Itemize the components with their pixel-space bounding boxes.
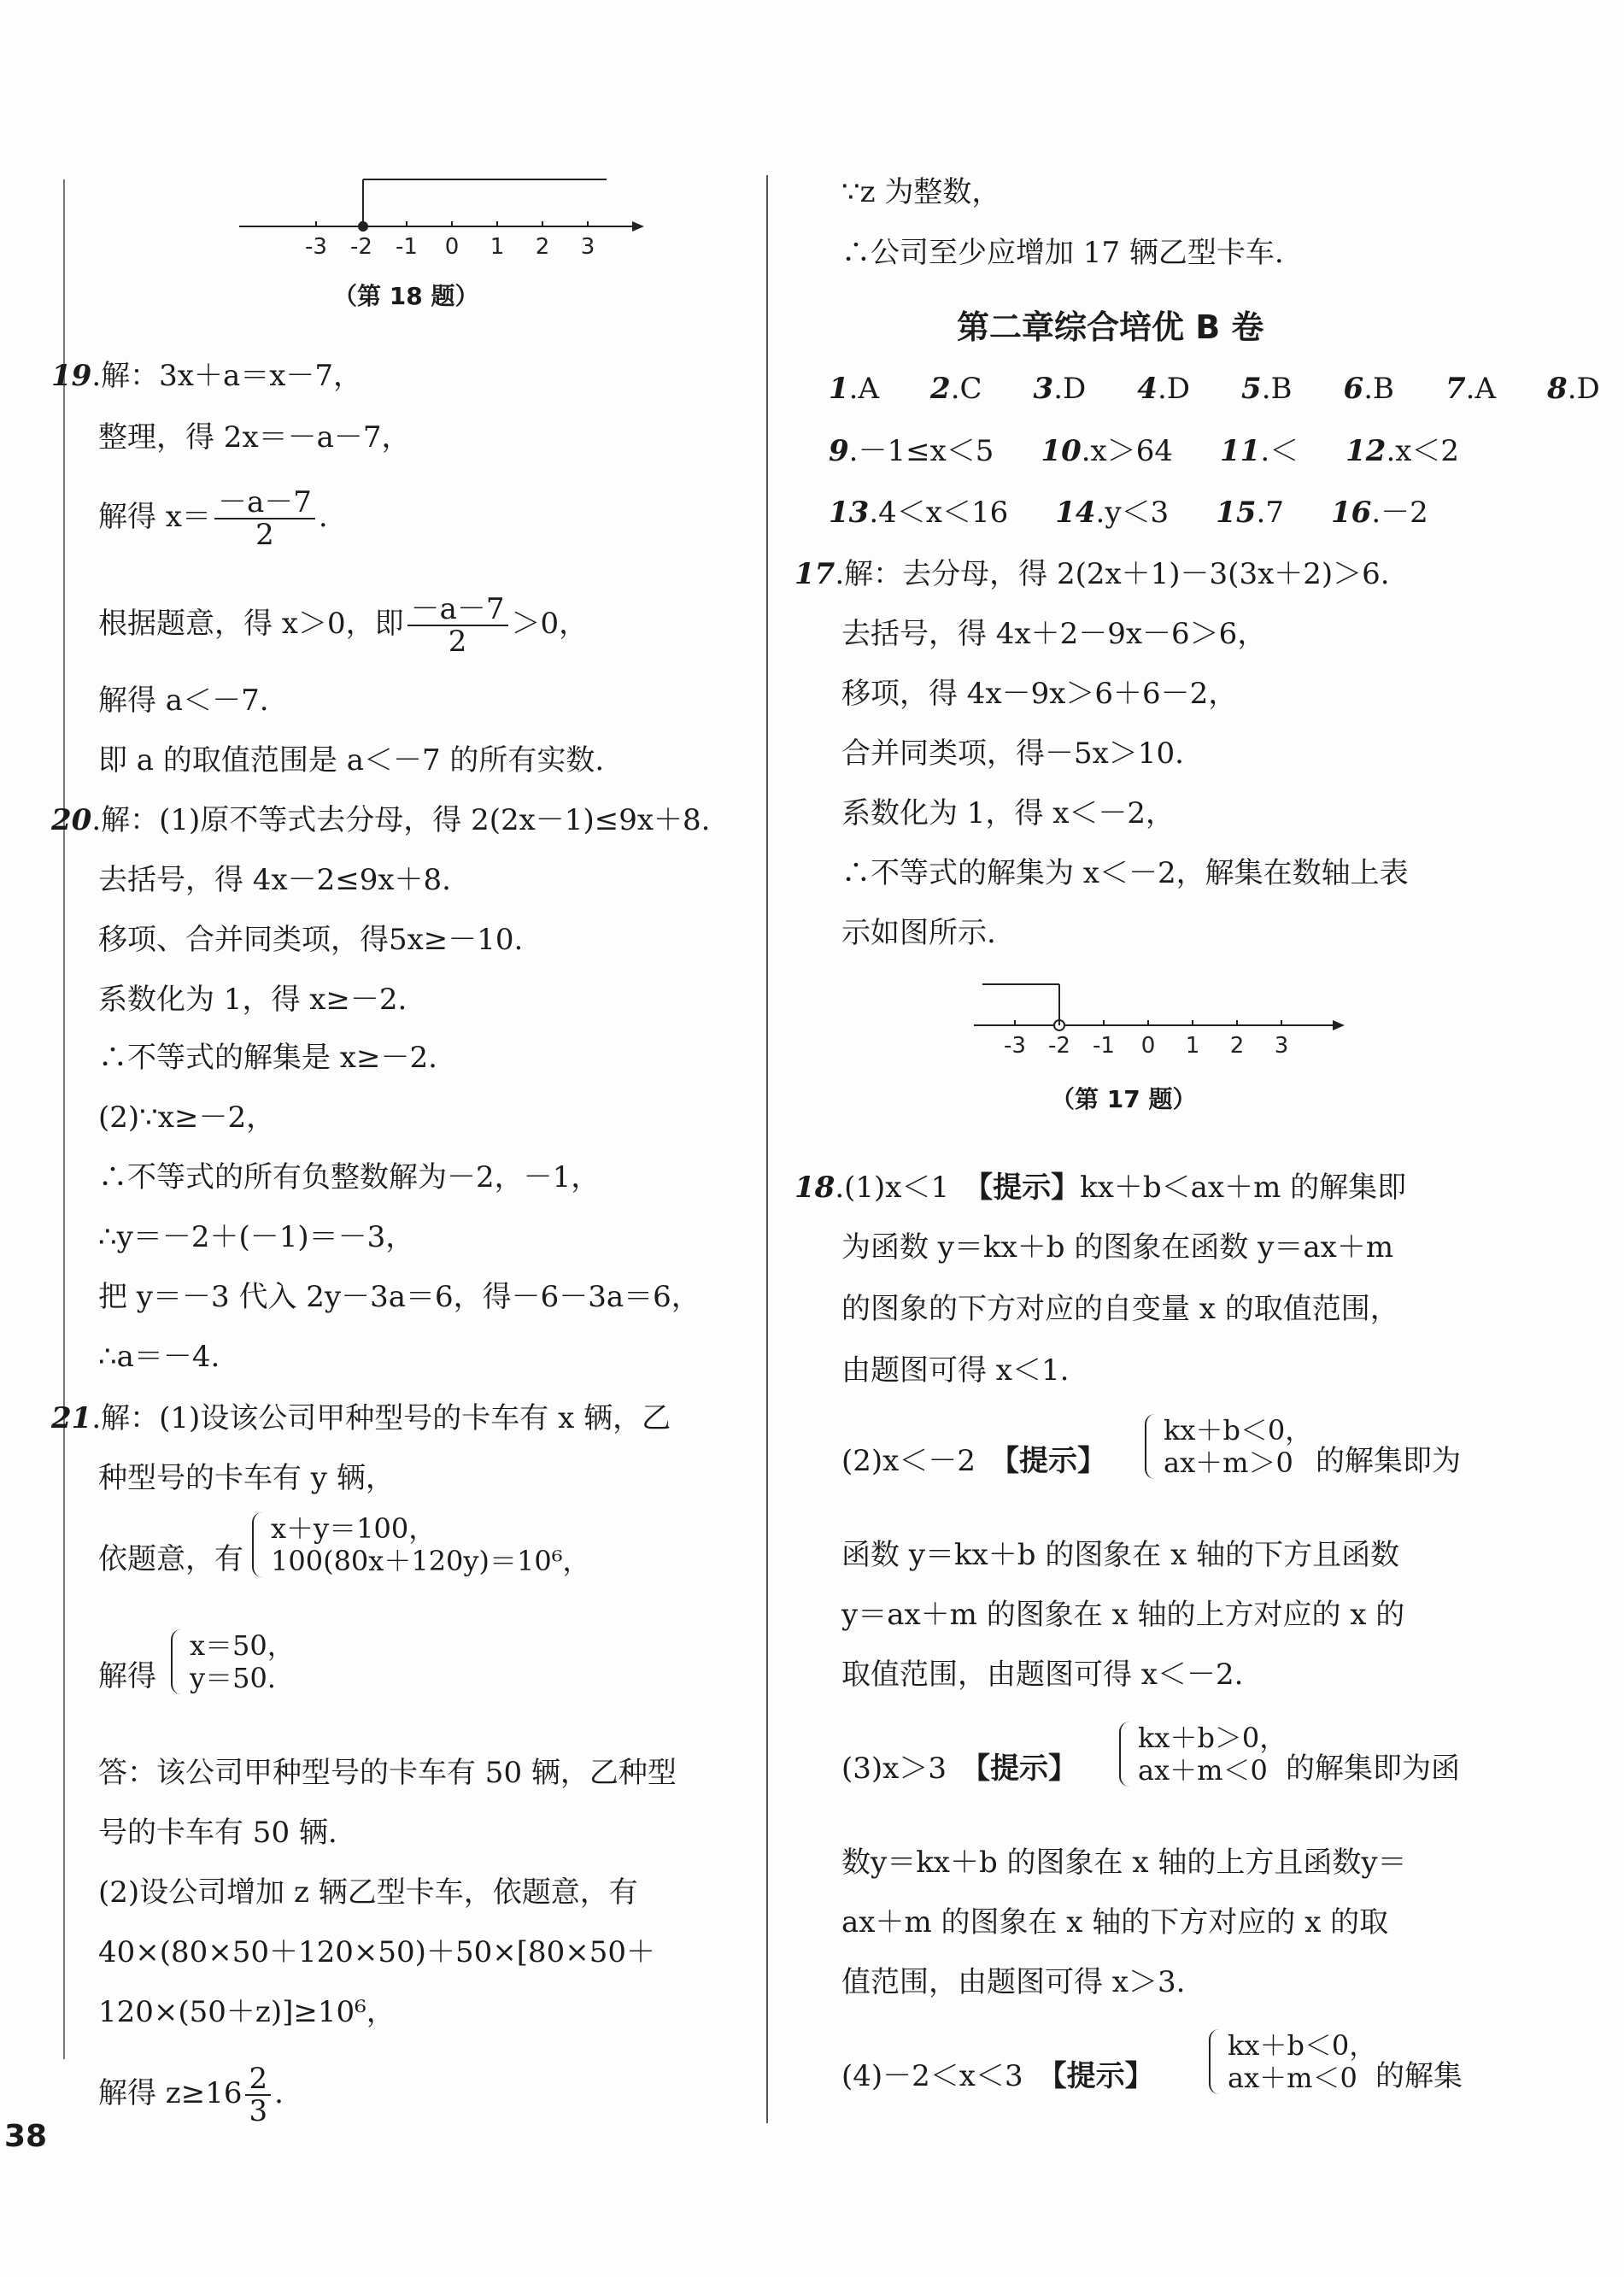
q21-line-3: 依题意，有 bbox=[98, 1542, 243, 1576]
tick-label: -3 bbox=[305, 234, 327, 260]
answer-item: 1.A bbox=[829, 372, 880, 406]
q18-number: 18 bbox=[794, 1171, 835, 1205]
q18-part3-line-4: 值范围，由题图可得 x＞3. bbox=[841, 1965, 1186, 1999]
number-line-17 bbox=[974, 974, 1367, 1068]
left-margin-rule bbox=[63, 179, 65, 2059]
answer-item: 10.x＞64 bbox=[1041, 434, 1173, 468]
answer-item: 8.D bbox=[1547, 372, 1600, 406]
column-divider bbox=[766, 175, 768, 2123]
q20-line-5: ∴不等式的解集是 x≥－2. bbox=[98, 1041, 437, 1075]
answer-item: 6.B bbox=[1343, 372, 1394, 406]
q18-line-2: 为函数 y＝kx＋b 的图象在函数 y＝ax＋m bbox=[841, 1230, 1394, 1265]
q18-line-3: 的图象的下方对应的自变量 x 的取值范围， bbox=[841, 1292, 1399, 1326]
answer-item: 12.x＜2 bbox=[1346, 434, 1460, 468]
q20-line-3: 移项、合并同类项，得5x≥－10. bbox=[98, 923, 524, 957]
q18-part2-line-3: y＝ax＋m 的图象在 x 轴的上方对应的 x 的 bbox=[841, 1598, 1405, 1632]
tick-label: -1 bbox=[1093, 1033, 1115, 1059]
q19-text: .解：3x＋a＝x－7， bbox=[91, 359, 363, 393]
hint-label: 【提示】 bbox=[978, 1171, 1081, 1205]
q17-line-7: 示如图所示. bbox=[841, 916, 996, 950]
tick-label: 2 bbox=[1229, 1033, 1245, 1059]
q20-line-2: 去括号，得 4x－2≤9x＋8. bbox=[98, 863, 451, 897]
tick-label: 3 bbox=[1274, 1033, 1289, 1059]
q20-line-9: 把 y＝－3 代入 2y－3a＝6，得－6－3a＝6， bbox=[98, 1280, 701, 1314]
answer-item: 13.4＜x＜16 bbox=[829, 496, 1009, 530]
figure-18-caption: （第 18 题） bbox=[333, 282, 479, 310]
number-line-18 bbox=[231, 171, 658, 265]
q18-part4-end: 的解集 bbox=[1375, 2059, 1463, 2093]
figure-17-caption: （第 17 题） bbox=[1051, 1085, 1197, 1113]
q17-line-2: 去括号，得 4x＋2－9x－6＞6， bbox=[841, 617, 1267, 651]
tick-label: 3 bbox=[580, 234, 595, 260]
q21-line-8: 40×(80×50＋120×50)＋50×[80×50＋ bbox=[98, 1935, 655, 1969]
q18-part3-end: 的解集即为函 bbox=[1286, 1752, 1460, 1786]
q19-line-6: 即 a 的取值范围是 a＜－7 的所有实数. bbox=[98, 743, 605, 778]
tick-label: 0 bbox=[444, 234, 460, 260]
q21-line-2: 种型号的卡车有 y 辆， bbox=[98, 1461, 395, 1495]
q18-part2: (2)x＜－2 【提示】 bbox=[841, 1444, 1106, 1478]
tick-label: -1 bbox=[396, 234, 418, 260]
q20-number: 20 bbox=[51, 803, 92, 837]
q19-line-3: 解得 x＝ $\frac{-a-7}{2}$ . bbox=[98, 485, 328, 552]
answers-row-3 bbox=[794, 496, 1428, 530]
q18-part2-line-2: 函数 y＝kx＋b 的图象在 x 轴的下方且函数 bbox=[841, 1538, 1400, 1572]
section-title: 第二章综合培优 B 卷 bbox=[957, 308, 1264, 346]
q17-line-3: 移项，得 4x－9x＞6＋6－2， bbox=[841, 677, 1238, 711]
tick-label: 1 bbox=[490, 234, 505, 260]
tick-label: -2 bbox=[350, 234, 372, 260]
answer-item: 3.D bbox=[1033, 372, 1087, 406]
q21-cont-line-1: ∵z 为整数， bbox=[841, 175, 1001, 209]
q21-cont-line-2: ∴公司至少应增加 17 辆乙型卡车. bbox=[841, 236, 1284, 270]
q21-line-9: 120×(50＋z)]≥10⁶， bbox=[98, 1995, 396, 2029]
answer-item: 16.－2 bbox=[1330, 496, 1428, 530]
tick-label: -2 bbox=[1048, 1033, 1070, 1059]
answer-item: 11.＜ bbox=[1219, 434, 1299, 468]
tick-label: -3 bbox=[1004, 1033, 1026, 1059]
q17-number: 17 bbox=[794, 557, 835, 591]
q20-line-1: 20.解：(1)原不等式去分母，得 2(2x－1)≤9x＋8. bbox=[51, 803, 711, 837]
q17-line-5: 系数化为 1，得 x＜－2， bbox=[841, 796, 1175, 830]
q21-line-10: 解得 z≥16 $\frac{2}{3}$ . bbox=[98, 2062, 284, 2128]
answer-item: 14.y＜3 bbox=[1055, 496, 1170, 530]
q18-part3: (3)x＞3 【提示】 bbox=[841, 1752, 1077, 1786]
q18-part4: (4)－2＜x＜3 【提示】 bbox=[841, 2059, 1154, 2093]
answers-row-2 bbox=[794, 434, 1459, 468]
tick-label: 1 bbox=[1185, 1033, 1200, 1059]
q17-line-1: 17.解：去分母，得 2(2x＋1)－3(3x＋2)＞6. bbox=[794, 557, 1390, 591]
q19-line-1 bbox=[51, 359, 362, 393]
answer-item: 2.C bbox=[930, 372, 982, 406]
tick-label: 2 bbox=[535, 234, 550, 260]
q19-number: 19 bbox=[51, 359, 92, 393]
q21-line-7: (2)设公司增加 z 辆乙型卡车，依题意，有 bbox=[98, 1875, 638, 1910]
q20-line-10: ∴a＝－4. bbox=[98, 1340, 220, 1374]
q21-line-4: 解得 bbox=[98, 1659, 156, 1693]
q20-line-6: (2)∵x≥－2， bbox=[98, 1100, 276, 1135]
q19-line-2: 整理，得 2x＝－a－7， bbox=[98, 420, 411, 455]
q21-line-5: 答：该公司甲种型号的卡车有 50 辆，乙种型 bbox=[98, 1756, 677, 1790]
tick-label: 0 bbox=[1140, 1033, 1156, 1059]
q19-line-4: 根据题意，得 x＞0，即 $\frac{-a-7}{2}$ ＞0， bbox=[98, 592, 589, 659]
q17-line-6: ∴不等式的解集为 x＜－2，解集在数轴上表 bbox=[841, 856, 1409, 890]
answers-row-1 bbox=[794, 372, 1600, 406]
page-number: 38 bbox=[4, 2119, 48, 2154]
answer-item: 4.D bbox=[1137, 372, 1191, 406]
answer-item: 9.－1≤x＜5 bbox=[829, 434, 994, 468]
q21-line-6: 号的卡车有 50 辆. bbox=[98, 1816, 337, 1850]
q18-part3-line-2: 数y＝kx＋b 的图象在 x 轴的上方且函数y＝ bbox=[841, 1846, 1407, 1880]
q21-line-1: 21.解：(1)设该公司甲种型号的卡车有 x 辆，乙 bbox=[51, 1401, 671, 1435]
answer-item: 15.7 bbox=[1216, 496, 1284, 530]
q20-line-8: ∴y＝－2＋(－1)＝－3， bbox=[98, 1220, 415, 1254]
q18-part3-line-3: ax＋m 的图象在 x 轴的下方对应的 x 的取 bbox=[841, 1905, 1389, 1940]
q18-part2-end: 的解集即为 bbox=[1316, 1444, 1461, 1478]
answer-item: 7.A bbox=[1445, 372, 1497, 406]
q21-number: 21 bbox=[51, 1401, 92, 1435]
q19-line-5: 解得 a＜－7. bbox=[98, 684, 269, 718]
q18-line-1: 18.(1)x＜1 【提示】kx＋b＜ax＋m 的解集即 bbox=[794, 1171, 1407, 1205]
answer-item: 5.B bbox=[1241, 372, 1293, 406]
q18-line-4: 由题图可得 x＜1. bbox=[841, 1353, 1070, 1388]
q17-line-4: 合并同类项，得－5x＞10. bbox=[841, 737, 1184, 771]
q20-line-4: 系数化为 1，得 x≥－2. bbox=[98, 983, 407, 1017]
q18-part2-line-4: 取值范围，由题图可得 x＜－2. bbox=[841, 1658, 1244, 1692]
q20-line-7: ∴不等式的所有负整数解为－2，－1， bbox=[98, 1160, 601, 1194]
